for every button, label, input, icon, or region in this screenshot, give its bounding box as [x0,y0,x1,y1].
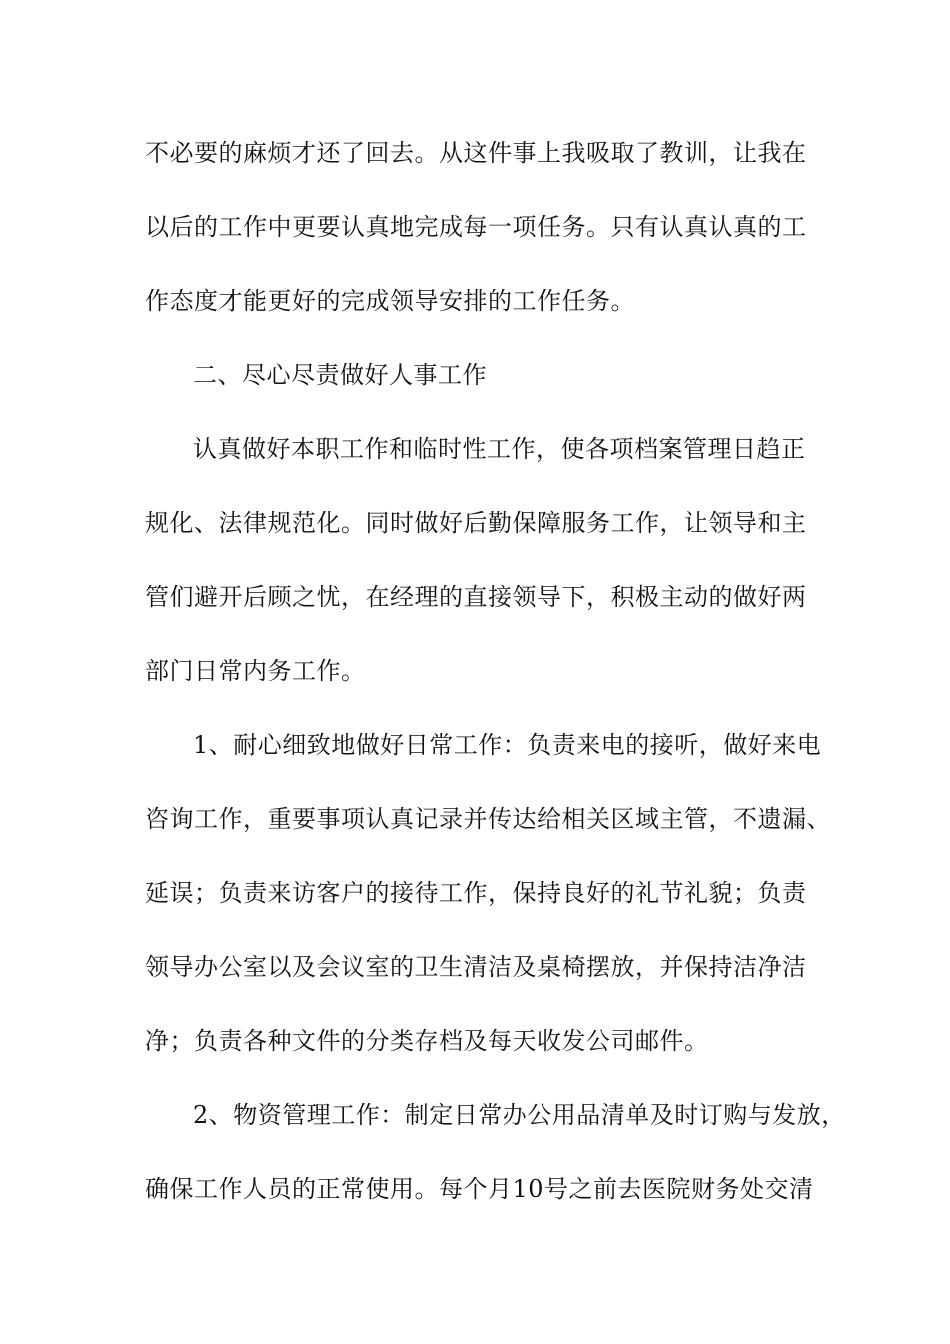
paragraph-line: 延误；负责来访客户的接待工作，保持良好的礼节礼貌；负责 [145,879,807,907]
paragraph-line: 作态度才能更好的完成领导安排的工作任务。 [145,287,635,315]
paragraph-line: 净；负责各种文件的分类存档及每天收发公司邮件。 [145,1027,709,1055]
paragraph-line: 规化、法律规范化。同时做好后勤保障服务工作，让领导和主 [145,509,807,537]
section-heading: 二、尽心尽责做好人事工作 [193,361,487,389]
paragraph-line: 认真做好本职工作和临时性工作，使各项档案管理日趋正 [193,435,806,463]
paragraph-line: 确保工作人员的正常使用。每个月10号之前去医院财务处交清 [145,1175,814,1203]
paragraph-line: 管们避开后顾之忧，在经理的直接领导下，积极主动的做好两 [145,583,807,611]
paragraph-line: 部门日常内务工作。 [145,657,366,685]
paragraph-line: 咨询工作，重要事项认真记录并传达给相关区域主管，不遗漏、 [145,805,831,833]
paragraph-line: 不必要的麻烦才还了回去。从这件事上我吸取了教训，让我在 [145,139,807,167]
list-item-line: 1、耐心细致地做好日常工作：负责来电的接听，做好来电 [193,731,822,759]
paragraph-line: 领导办公室以及会议室的卫生清洁及桌椅摆放，并保持洁净洁 [145,953,807,981]
list-item-line: 2、物资管理工作：制定日常办公用品清单及时订购与发放， [193,1101,846,1129]
paragraph-line: 以后的工作中更要认真地完成每一项任务。只有认真认真的工 [145,213,807,241]
